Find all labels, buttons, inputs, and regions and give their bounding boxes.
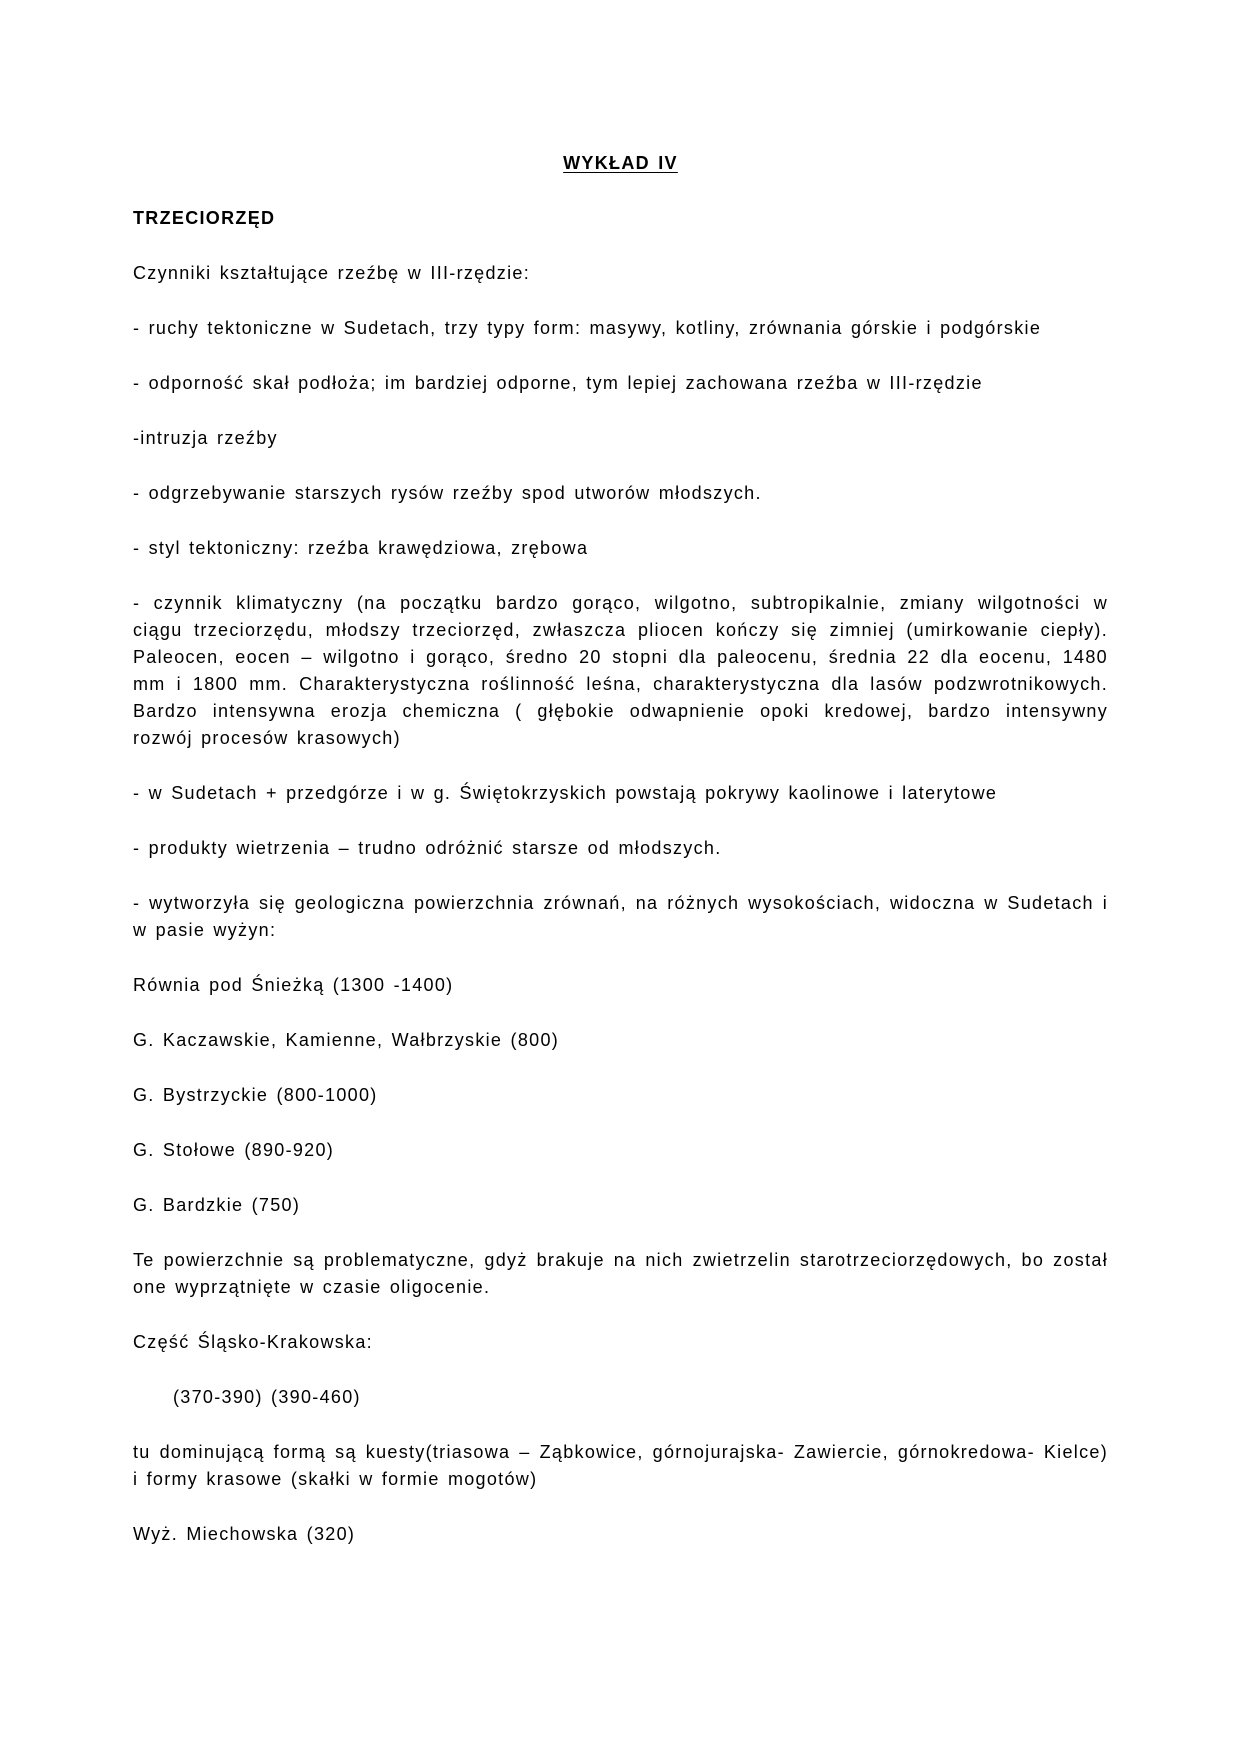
document-title: WYKŁAD IV	[563, 153, 678, 173]
section-heading: TRZECIORZĘD	[133, 208, 276, 228]
paragraph-styl-tektoniczny: - styl tektoniczny: rzeźba krawędziowa, zrębowa	[133, 538, 589, 558]
paragraph-intro: Czynniki kształtujące rzeźbę w III-rzędzie:	[133, 263, 531, 283]
paragraph-odgrzebywanie: - odgrzebywanie starszych rysów rzeźby spod utworów młodszych.	[133, 483, 762, 503]
paragraph-kuesty: tu dominującą formą są kuesty(triasowa – Ząbkowice, górnojurajska- Zawiercie, górnokredowa- Kielce) i formy krasowe (skałki w formie mogotów)	[133, 1442, 1108, 1489]
paragraph-wyz-miechowska: Wyż. Miechowska (320)	[133, 1524, 356, 1544]
list-item-gory-bystrzyckie: G. Bystrzyckie (800-1000)	[133, 1085, 378, 1105]
paragraph-odpornosc-skal: - odporność skał podłoża; im bardziej odporne, tym lepiej zachowana rzeźba w III-rzędzie	[133, 373, 983, 393]
paragraph-produkty-wietrzenia: - produkty wietrzenia – trudno odróżnić starsze od młodszych.	[133, 838, 722, 858]
paragraph-intruzja: -intruzja rzeźby	[133, 428, 278, 448]
paragraph-ruchy-tektoniczne: - ruchy tektoniczne w Sudetach, trzy typy form: masywy, kotliny, zrównania górskie i podgórskie	[133, 318, 1042, 338]
paragraph-powierzchnia-zrownan: - wytworzyła się geologiczna powierzchnia zrównań, na różnych wysokościach, widoczna w Sudetach i w pasie wyżyn:	[133, 893, 1108, 940]
paragraph-czynnik-klimatyczny: - czynnik klimatyczny (na początku bardzo gorąco, wilgotno, subtropikalnie, zmiany wilgotności w ciągu trzeciorzędu, młodszy trzeciorzęd, zwłaszcza pliocen kończy się zimniej (umirkowanie ciepły). Paleocen, eocen – wilgotno i gorąco, średno 20 stopni dla paleocenu, średnia 22 dla eocenu, 1480 mm i 1800 mm. Charakterystyczna roślinność leśna, charakterystyczna dla lasów podzwrotnikowych. Bardzo intensywna erozja chemiczna ( głębokie odwapnienie opoki kredowej, bardzo intensywny rozwój procesów krasowych)	[133, 593, 1108, 748]
list-item-gory-stolowe: G. Stołowe (890-920)	[133, 1140, 335, 1160]
list-item-rownia-pod-sniezka: Równia pod Śnieżką (1300 -1400)	[133, 975, 454, 995]
list-item-gory-kaczawskie: G. Kaczawskie, Kamienne, Wałbrzyskie (800)	[133, 1030, 560, 1050]
paragraph-sudety-przedgorze: - w Sudetach + przedgórze i w g. Świętokrzyskich powstają pokrywy kaolinowe i laterytowe	[133, 783, 998, 803]
paragraph-powierzchnie-problematyczne: Te powierzchnie są problematyczne, gdyż brakuje na nich zwietrzelin starotrzeciorzędowych, bo został one wyprzątnięte w czasie oligocenie.	[133, 1250, 1108, 1297]
list-item-gory-bardzkie: G. Bardzkie (750)	[133, 1195, 301, 1215]
paragraph-czesc-slasko-krakowska: Część Śląsko-Krakowska:	[133, 1332, 373, 1352]
paragraph-wysokosci-370-460: (370-390) (390-460)	[173, 1387, 361, 1407]
